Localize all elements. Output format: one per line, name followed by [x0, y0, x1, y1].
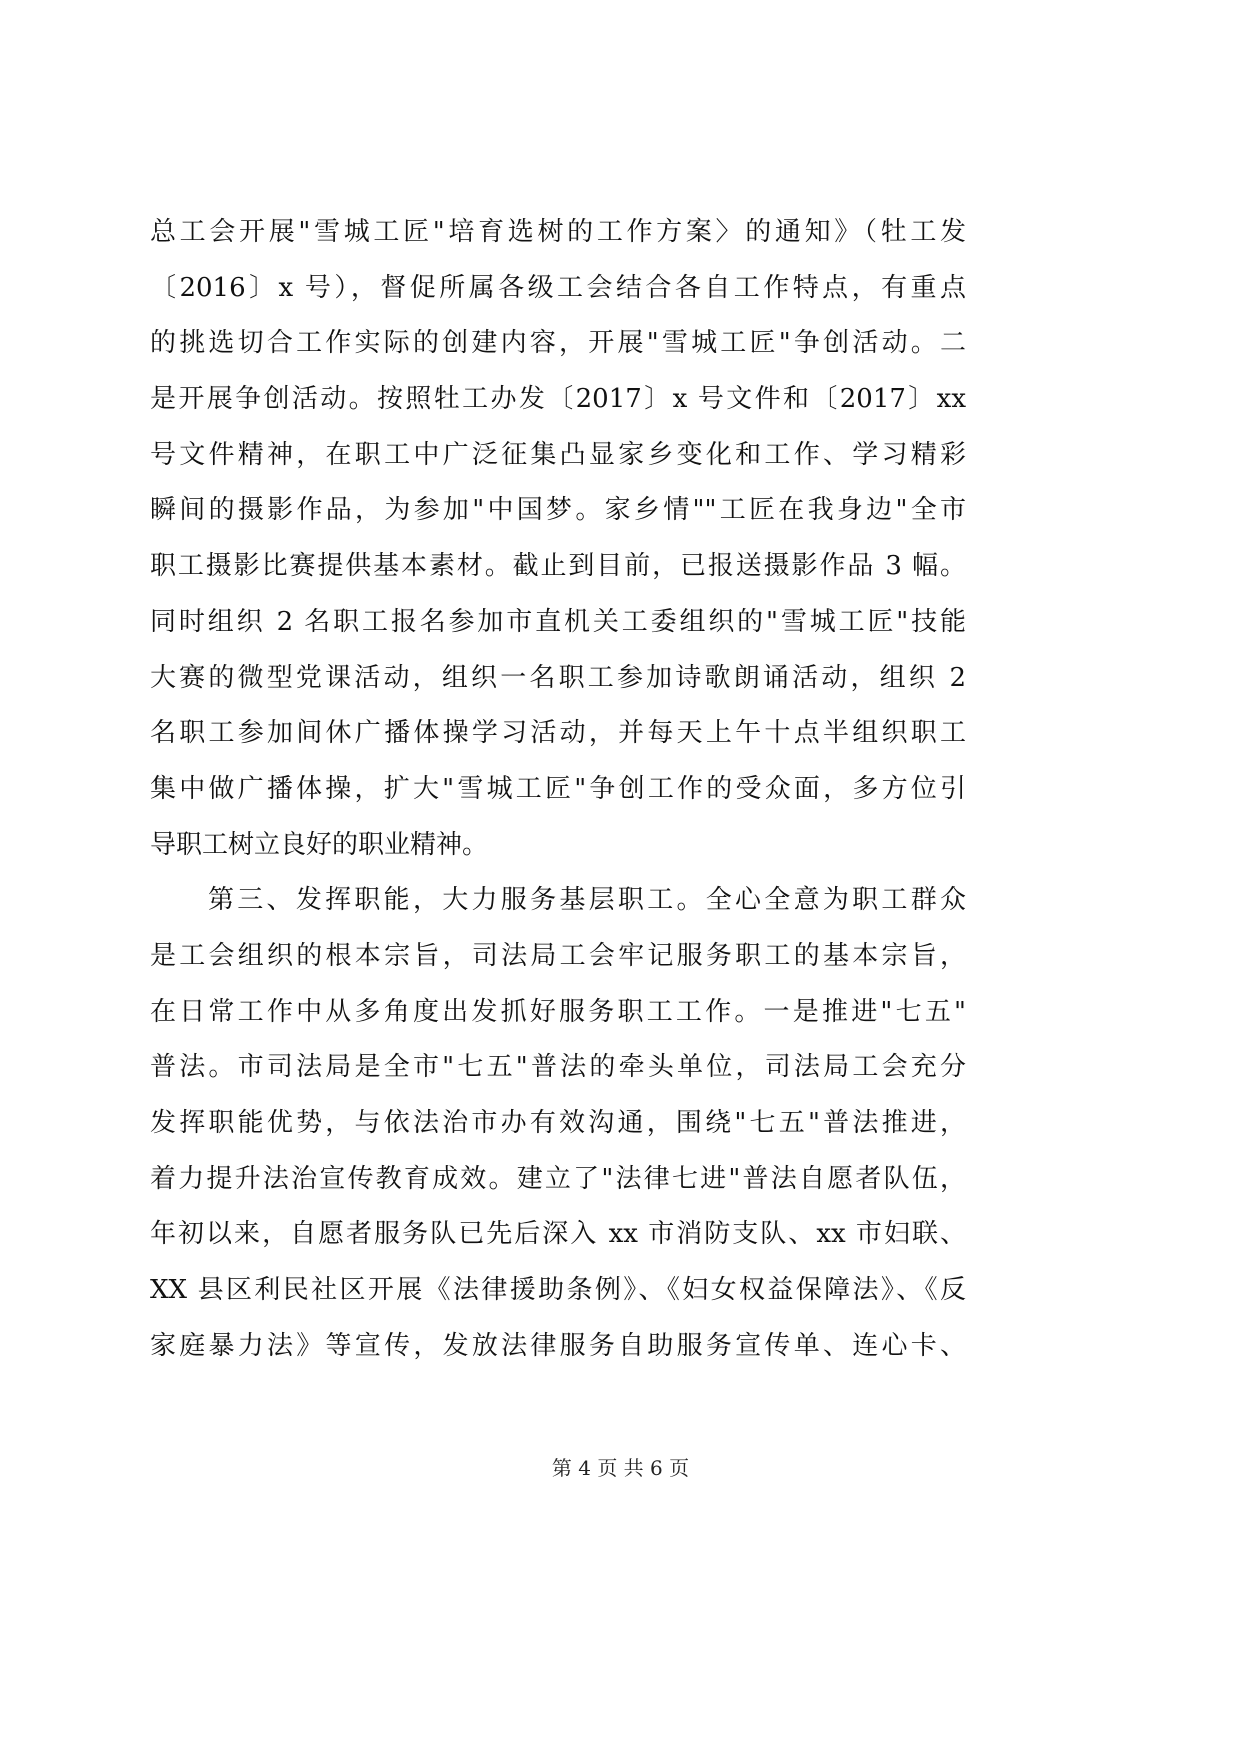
text-line: 名职工参加间休广播体操学习活动，并每天上午十点半组织职工	[150, 718, 966, 749]
text-line: 集中做广播体操，扩大"雪城工匠"争创工作的受众面，多方位引	[150, 773, 966, 804]
text-line: 发挥职能优势，与依法治市办有效沟通，围绕"七五"普法推进，	[150, 1108, 966, 1138]
text-line: 的挑选切合工作实际的创建内容，开展"雪城工匠"争创活动。二	[150, 328, 966, 359]
text-line: 瞬间的摄影作品，为参加"中国梦。家乡情""工匠在我身边"全市	[150, 495, 966, 526]
page-number-footer: 第 4 页 共 6 页	[551, 1456, 690, 1480]
text-line: 是开展争创活动。按照牡工办发〔2017〕x 号文件和〔2017〕xx	[150, 384, 966, 415]
text-line: 同时组织 2 名职工报名参加市直机关工委组织的"雪城工匠"技能	[150, 606, 966, 637]
document-body	[150, 205, 966, 1374]
text-line: 号文件精神，在职工中广泛征集凸显家乡变化和工作、学习精彩	[150, 439, 966, 470]
text-line: 〔2016〕x 号），督促所属各级工会结合各自工作特点，有重点	[150, 272, 966, 303]
text-line: 在日常工作中从多角度出发抓好服务职工工作。一是推进"七五"	[150, 996, 966, 1027]
text-line: 职工摄影比赛提供基本素材。截止到目前，已报送摄影作品 3 幅。	[150, 551, 966, 582]
text-line: 第三、发挥职能，大力服务基层职工。全心全意为职工群众	[208, 885, 966, 916]
text-line: 总工会开展"雪城工匠"培育选树的工作方案〉的通知》（牡工发	[150, 217, 966, 247]
text-line: 着力提升法治宣传教育成效。建立了"法律七进"普法自愿者队伍，	[150, 1163, 966, 1194]
text-line: 年初以来，自愿者服务队已先后深入 xx 市消防支队、xx 市妇联、	[150, 1219, 966, 1250]
text-line: 是工会组织的根本宗旨，司法局工会牢记服务职工的基本宗旨，	[150, 940, 966, 971]
text-line: XX 县区利民社区开展《法律援助条例》、《妇女权益保障法》、《反	[150, 1275, 966, 1306]
text-line: 普法。市司法局是全市"七五"普法的牵头单位，司法局工会充分	[150, 1052, 966, 1083]
text-line: 家庭暴力法》等宣传，发放法律服务自助服务宣传单、连心卡、	[150, 1330, 966, 1361]
text-line: 导职工树立良好的职业精神。	[150, 829, 489, 860]
text-line: 大赛的微型党课活动，组织一名职工参加诗歌朗诵活动，组织 2	[150, 662, 966, 693]
